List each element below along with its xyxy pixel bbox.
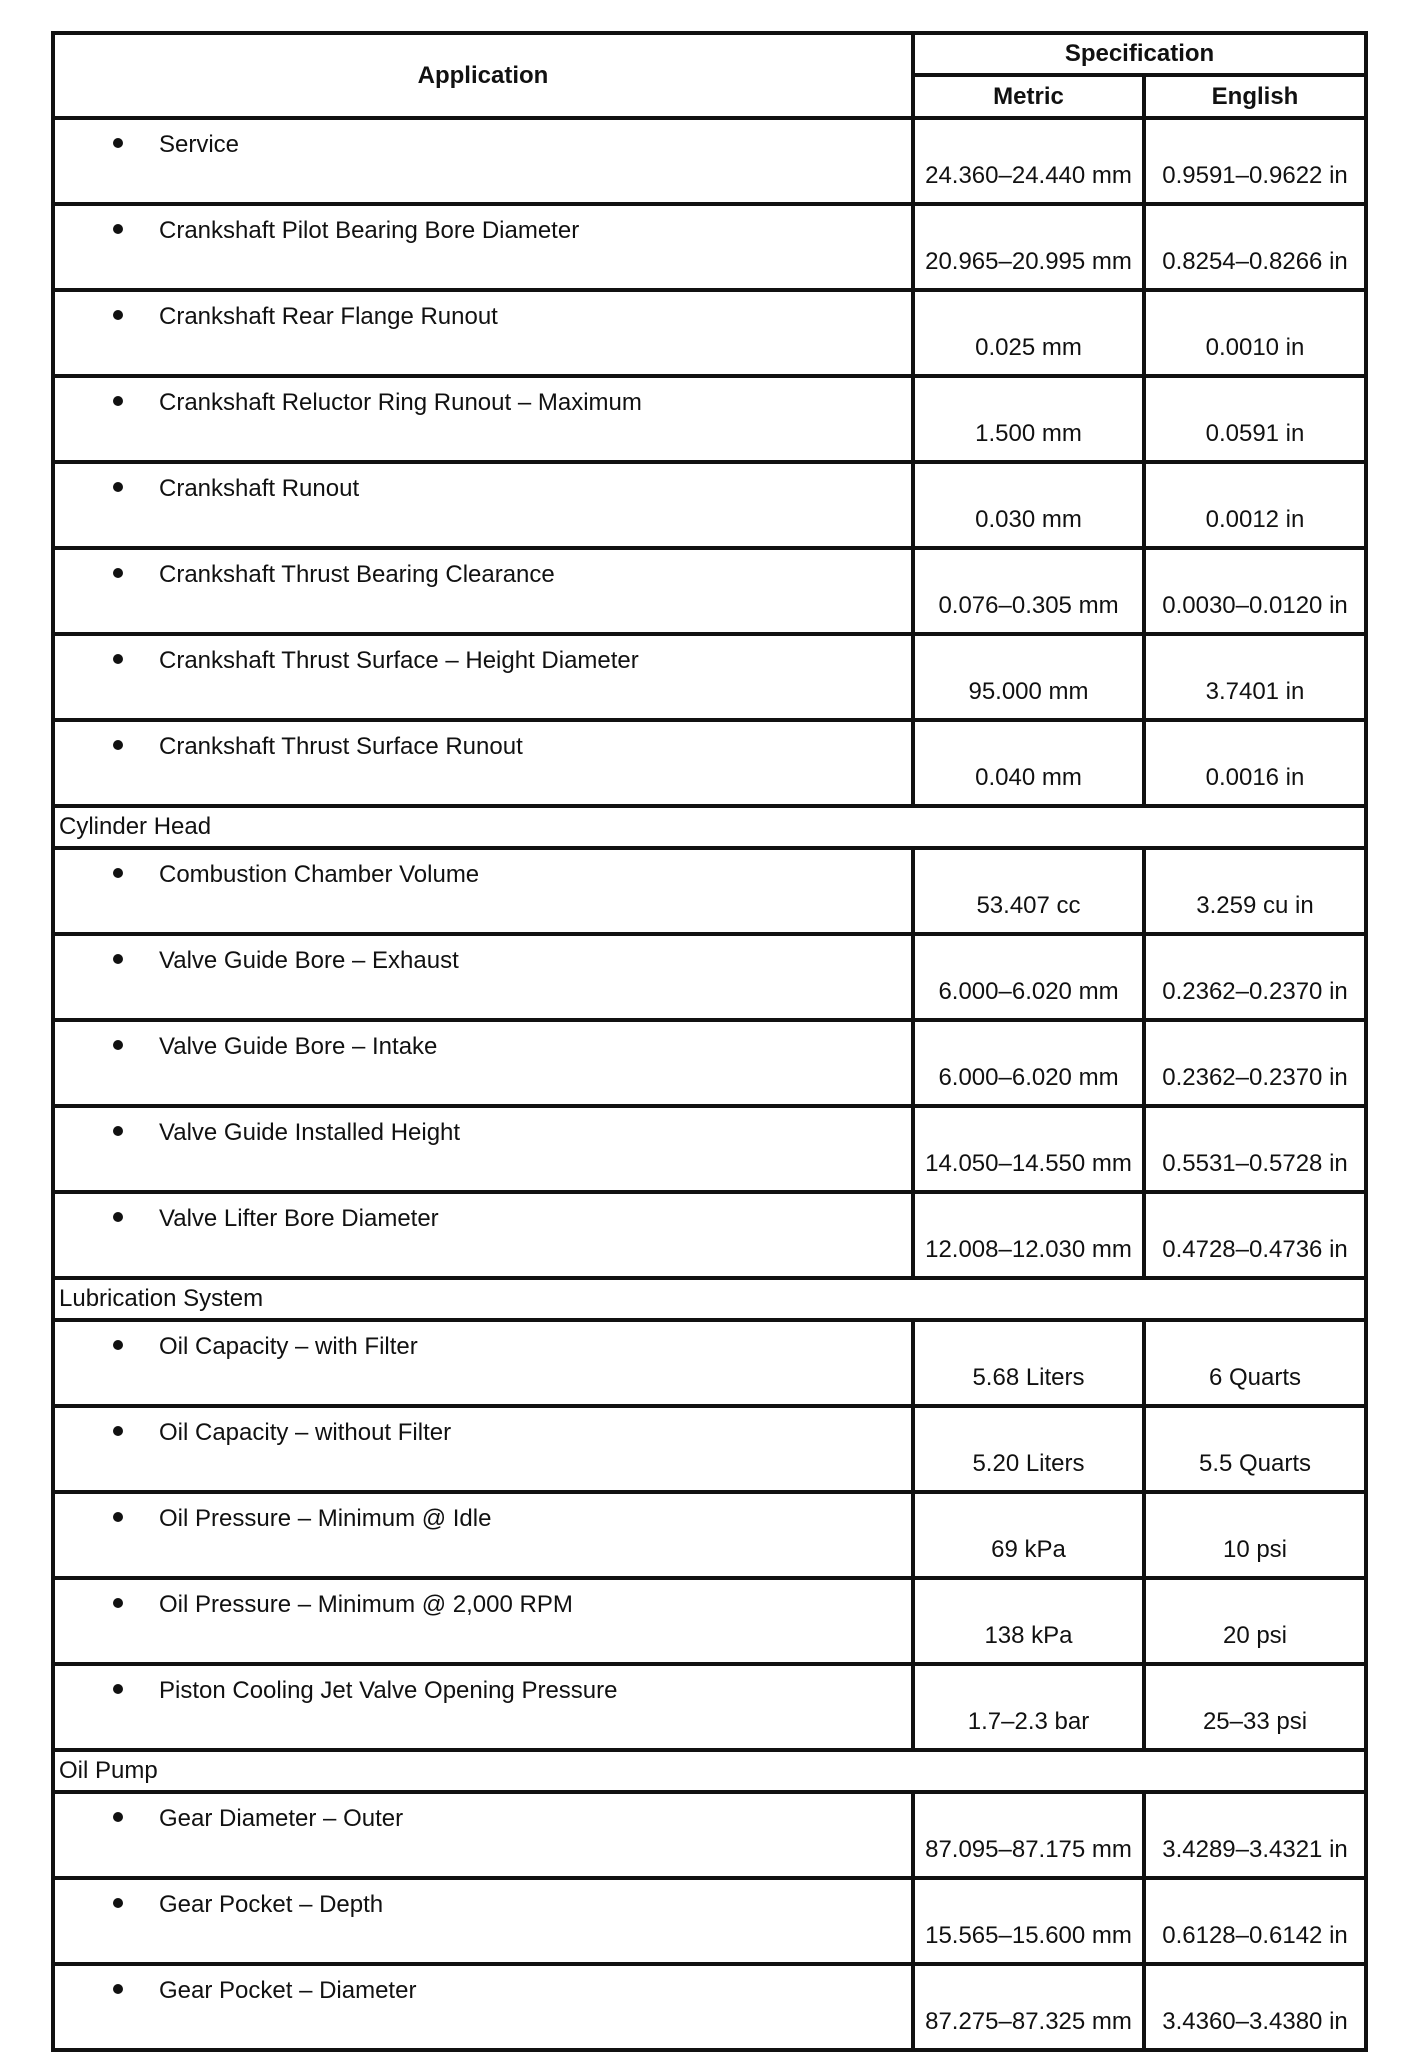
english-value: 3.7401 in	[1144, 634, 1366, 720]
metric-value: 1.7–2.3 bar	[913, 1664, 1144, 1750]
application-label: Combustion Chamber Volume	[159, 861, 480, 888]
application-cell	[53, 1964, 913, 2050]
application-header: Application	[53, 33, 913, 118]
table-body	[53, 118, 1366, 2050]
english-value: 20 psi	[1144, 1578, 1366, 1664]
bullet-icon	[113, 568, 123, 578]
application-cell	[53, 1192, 913, 1278]
english-value: 3.4289–3.4321 in	[1144, 1792, 1366, 1878]
table-row	[53, 1192, 1366, 1278]
application-label: Oil Capacity – with Filter	[159, 1333, 418, 1360]
english-value: 0.5531–0.5728 in	[1144, 1106, 1366, 1192]
application-cell	[53, 720, 913, 806]
metric-value: 24.360–24.440 mm	[913, 118, 1144, 204]
metric-value: 87.275–87.325 mm	[913, 1964, 1144, 2050]
application-cell	[53, 1020, 913, 1106]
application-label: Crankshaft Thrust Surface Runout	[159, 733, 523, 760]
section-title: Lubrication System	[53, 1278, 1366, 1320]
metric-value: 69 kPa	[913, 1492, 1144, 1578]
table-row	[53, 1878, 1366, 1964]
metric-value: 0.076–0.305 mm	[913, 548, 1144, 634]
metric-value: 20.965–20.995 mm	[913, 204, 1144, 290]
english-value: 3.4360–3.4380 in	[1144, 1964, 1366, 2050]
application-label: Crankshaft Rear Flange Runout	[159, 303, 498, 330]
bullet-icon	[113, 1684, 123, 1694]
english-value: 0.9591–0.9622 in	[1144, 118, 1366, 204]
english-value: 0.2362–0.2370 in	[1144, 1020, 1366, 1106]
application-label: Valve Guide Bore – Intake	[159, 1033, 438, 1060]
table-row	[53, 1792, 1366, 1878]
metric-value: 15.565–15.600 mm	[913, 1878, 1144, 1964]
english-header: English	[1144, 75, 1366, 118]
application-label: Crankshaft Thrust Bearing Clearance	[159, 561, 555, 588]
table-row	[53, 720, 1366, 806]
metric-value: 0.030 mm	[913, 462, 1144, 548]
metric-value: 14.050–14.550 mm	[913, 1106, 1144, 1192]
application-cell	[53, 1878, 913, 1964]
application-label: Valve Guide Installed Height	[159, 1119, 461, 1146]
bullet-icon	[113, 1812, 123, 1822]
table-row	[53, 934, 1366, 1020]
bullet-icon	[113, 138, 123, 148]
english-value: 0.0030–0.0120 in	[1144, 548, 1366, 634]
metric-value: 87.095–87.175 mm	[913, 1792, 1144, 1878]
application-label: Piston Cooling Jet Valve Opening Pressure	[159, 1677, 618, 1704]
application-cell	[53, 1406, 913, 1492]
bullet-icon	[113, 310, 123, 320]
section-title: Oil Pump	[53, 1750, 1366, 1792]
application-label: Crankshaft Pilot Bearing Bore Diameter	[159, 217, 580, 244]
section-row	[53, 1278, 1366, 1320]
bullet-icon	[113, 868, 123, 878]
table-row	[53, 204, 1366, 290]
english-value: 0.4728–0.4736 in	[1144, 1192, 1366, 1278]
application-cell	[53, 376, 913, 462]
english-value: 0.2362–0.2370 in	[1144, 934, 1366, 1020]
application-cell	[53, 1664, 913, 1750]
bullet-icon	[113, 1512, 123, 1522]
header-row-1	[53, 33, 1366, 75]
application-cell	[53, 1492, 913, 1578]
english-value: 0.6128–0.6142 in	[1144, 1878, 1366, 1964]
metric-header: Metric	[913, 75, 1144, 118]
table-row	[53, 1106, 1366, 1192]
metric-value: 138 kPa	[913, 1578, 1144, 1664]
application-cell	[53, 634, 913, 720]
metric-value: 1.500 mm	[913, 376, 1144, 462]
section-title: Cylinder Head	[53, 806, 1366, 848]
bullet-icon	[113, 1898, 123, 1908]
bullet-icon	[113, 396, 123, 406]
english-value: 3.259 cu in	[1144, 848, 1366, 934]
english-value: 0.0016 in	[1144, 720, 1366, 806]
application-label: Gear Pocket – Depth	[159, 1891, 384, 1918]
table-row	[53, 118, 1366, 204]
application-label: Gear Diameter – Outer	[159, 1805, 404, 1832]
bullet-icon	[113, 1040, 123, 1050]
metric-value: 95.000 mm	[913, 634, 1144, 720]
english-value: 5.5 Quarts	[1144, 1406, 1366, 1492]
application-cell	[53, 290, 913, 376]
english-value: 6 Quarts	[1144, 1320, 1366, 1406]
english-value: 0.8254–0.8266 in	[1144, 204, 1366, 290]
application-cell	[53, 548, 913, 634]
application-cell	[53, 1320, 913, 1406]
metric-value: 6.000–6.020 mm	[913, 1020, 1144, 1106]
bullet-icon	[113, 1212, 123, 1222]
bullet-icon	[113, 224, 123, 234]
table-row	[53, 376, 1366, 462]
application-label: Valve Lifter Bore Diameter	[159, 1205, 439, 1232]
metric-value: 5.68 Liters	[913, 1320, 1144, 1406]
application-cell	[53, 204, 913, 290]
application-label: Oil Pressure – Minimum @ 2,000 RPM	[159, 1591, 573, 1618]
bullet-icon	[113, 1340, 123, 1350]
table-row	[53, 634, 1366, 720]
specification-header: Specification	[913, 33, 1366, 75]
bullet-icon	[113, 1984, 123, 1994]
table-row	[53, 848, 1366, 934]
table-row	[53, 1578, 1366, 1664]
application-cell	[53, 1578, 913, 1664]
application-label: Crankshaft Runout	[159, 475, 360, 502]
table-row	[53, 1664, 1366, 1750]
application-label: Valve Guide Bore – Exhaust	[159, 947, 459, 974]
metric-value: 53.407 cc	[913, 848, 1144, 934]
application-label: Crankshaft Reluctor Ring Runout – Maximum	[159, 389, 642, 416]
metric-value: 0.025 mm	[913, 290, 1144, 376]
table-row	[53, 290, 1366, 376]
english-value: 25–33 psi	[1144, 1664, 1366, 1750]
table-row	[53, 462, 1366, 548]
bullet-icon	[113, 482, 123, 492]
application-label: Gear Pocket – Diameter	[159, 1977, 417, 2004]
bullet-icon	[113, 1126, 123, 1136]
application-cell	[53, 462, 913, 548]
bullet-icon	[113, 1426, 123, 1436]
section-row	[53, 806, 1366, 848]
application-cell	[53, 1792, 913, 1878]
application-cell	[53, 934, 913, 1020]
bullet-icon	[113, 740, 123, 750]
english-value: 0.0010 in	[1144, 290, 1366, 376]
table-row	[53, 1020, 1366, 1106]
table-row	[53, 1492, 1366, 1578]
application-label: Crankshaft Thrust Surface – Height Diameter	[159, 647, 639, 674]
table-row	[53, 1320, 1366, 1406]
english-value: 0.0591 in	[1144, 376, 1366, 462]
application-cell	[53, 118, 913, 204]
metric-value: 6.000–6.020 mm	[913, 934, 1144, 1020]
bullet-icon	[113, 954, 123, 964]
section-row	[53, 1750, 1366, 1792]
bullet-icon	[113, 1598, 123, 1608]
table-row	[53, 1406, 1366, 1492]
application-label: Oil Pressure – Minimum @ Idle	[159, 1505, 492, 1532]
application-label: Service	[159, 131, 240, 158]
table-row	[53, 548, 1366, 634]
bullet-icon	[113, 654, 123, 664]
application-label: Oil Capacity – without Filter	[159, 1419, 452, 1446]
application-cell	[53, 848, 913, 934]
metric-value: 0.040 mm	[913, 720, 1144, 806]
english-value: 0.0012 in	[1144, 462, 1366, 548]
application-cell	[53, 1106, 913, 1192]
english-value: 10 psi	[1144, 1492, 1366, 1578]
metric-value: 12.008–12.030 mm	[913, 1192, 1144, 1278]
metric-value: 5.20 Liters	[913, 1406, 1144, 1492]
table-row	[53, 1964, 1366, 2050]
specification-table	[51, 31, 1368, 2052]
